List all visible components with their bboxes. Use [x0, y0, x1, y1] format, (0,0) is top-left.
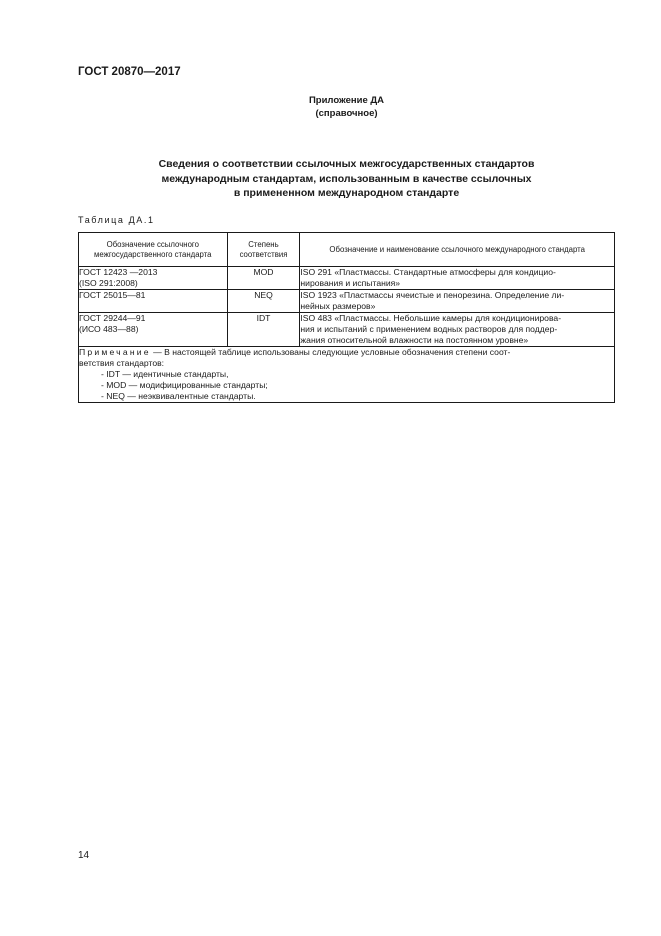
- appendix-subtitle: (справочное): [315, 108, 378, 119]
- cell-text: ГОСТ 12423 —2013: [79, 267, 158, 277]
- section-heading-line-1: Сведения о соответствии ссылочных межгосударственных стандартов: [158, 158, 535, 170]
- cell-text: ISO 1923 «Пластмассы ячеистые и пенорезина. Определение ли-: [300, 290, 565, 300]
- section-heading-line-2: международным стандартам, использованным в качестве ссылочных: [161, 173, 532, 185]
- header-degree: [227, 233, 300, 267]
- note-first-line: [79, 347, 614, 358]
- cell-international-standard: [300, 313, 615, 347]
- cell-text: нейных размеров»: [300, 301, 376, 311]
- header-standard-designation: [79, 233, 228, 267]
- cell-text: NEQ: [254, 290, 273, 300]
- standards-correspondence-table: [78, 232, 615, 403]
- note-item-neq: - NEQ — неэквивалентные стандарты.: [101, 391, 256, 401]
- header-international-standard: [300, 233, 615, 267]
- note-text-continued: ветствия стандартов:: [79, 358, 165, 368]
- table-row: [79, 267, 615, 290]
- cell-text: IDT: [256, 313, 271, 323]
- table-note-row: [79, 347, 615, 403]
- cell-text: ISO 483 «Пластмассы. Небольшие камеры для кондиционирова-: [300, 313, 562, 323]
- cell-text: (ИСО 483—88): [79, 324, 139, 334]
- note-text: — В настоящей таблице использованы следующие условные обозначения степени соот-: [150, 347, 511, 357]
- cell-standard: [79, 290, 228, 313]
- header-text: Обозначение и наименование ссылочного международного стандарта: [329, 244, 585, 254]
- cell-degree: [227, 290, 300, 313]
- table-title: Таблица ДА.1: [78, 215, 155, 225]
- cell-degree: [227, 313, 300, 347]
- cell-standard: [79, 313, 228, 347]
- header-text: соответствия: [239, 249, 288, 259]
- cell-text: MOD: [253, 267, 274, 277]
- table-row: [79, 313, 615, 347]
- cell-text: жания относительной влажности на постоянном уровне»: [300, 335, 529, 345]
- table-header-row: [79, 233, 615, 267]
- cell-degree: [227, 267, 300, 290]
- header-text: Обозначение ссылочного: [106, 239, 199, 249]
- document-code: ГОСТ 20870—2017: [78, 66, 181, 78]
- cell-standard: [79, 267, 228, 290]
- header-text: Степень: [248, 239, 279, 249]
- cell-text: (ISO 291:2008): [79, 278, 138, 288]
- cell-text: ния и испытаний с применением водных растворов для поддер-: [300, 324, 558, 334]
- cell-text: ГОСТ 29244—91: [79, 313, 146, 323]
- cell-text: ГОСТ 25015—81: [79, 290, 146, 300]
- cell-text: нирования и испытания»: [300, 278, 401, 288]
- page-number: 14: [78, 850, 90, 861]
- cell-international-standard: [300, 267, 615, 290]
- note-prefix: Примечание: [79, 347, 151, 357]
- table-row: [79, 290, 615, 313]
- cell-text: ISO 291 «Пластмассы. Стандартные атмосферы для кондицио-: [300, 267, 556, 277]
- note-item-mod: - MOD — модифицированные стандарты;: [101, 380, 268, 390]
- header-text: межгосударственного стандарта: [94, 249, 212, 259]
- section-heading-line-3: в примененном международном стандарте: [233, 187, 460, 199]
- table-note: [79, 347, 615, 403]
- cell-international-standard: [300, 290, 615, 313]
- appendix-title: Приложение ДА: [308, 95, 385, 106]
- note-item-idt: - IDT — идентичные стандарты,: [101, 369, 229, 379]
